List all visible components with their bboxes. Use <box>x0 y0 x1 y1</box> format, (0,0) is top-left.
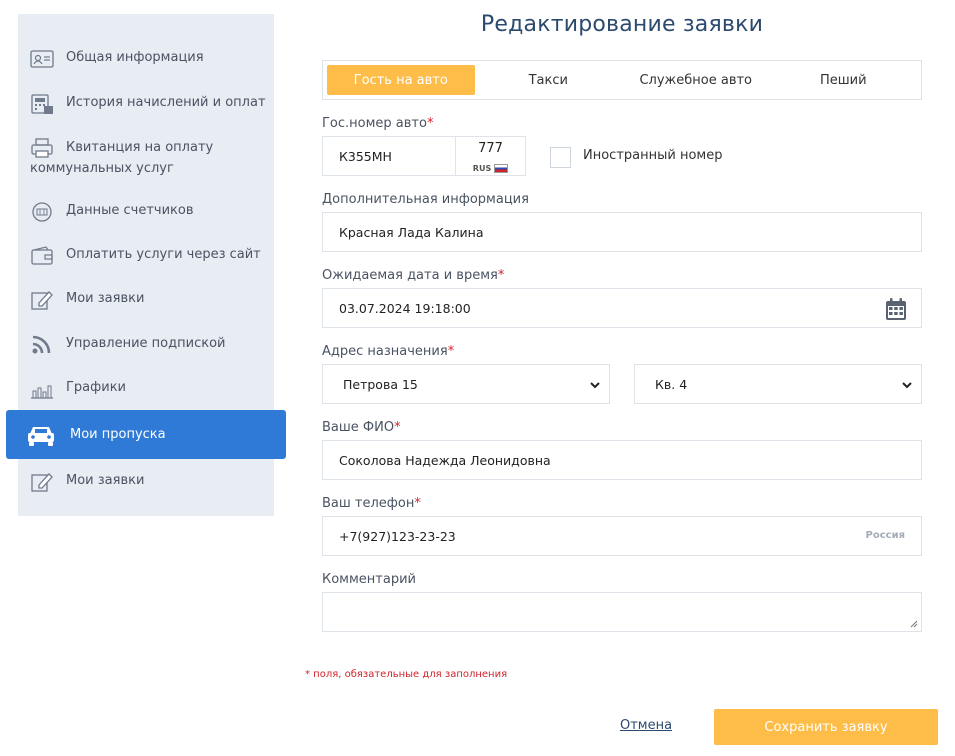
sidebar-item-label: Данные счетчиков <box>66 203 194 218</box>
sidebar-item-label: Квитанция на оплату <box>66 140 214 155</box>
plate-label <box>322 116 433 131</box>
sidebar-item-general-info[interactable] <box>18 48 274 70</box>
comment-label: Комментарий <box>322 572 416 587</box>
phone-label-text: Ваш телефон <box>322 496 415 511</box>
chevron-down-icon <box>589 379 601 391</box>
chevron-down-icon <box>901 379 913 391</box>
tab-bar <box>322 60 922 100</box>
sidebar-item-pay-online[interactable] <box>18 245 274 267</box>
save-request-button[interactable]: Сохранить заявку <box>714 709 938 745</box>
comment-textarea[interactable] <box>322 592 922 632</box>
cancel-link[interactable]: Отмена <box>620 718 673 733</box>
address-label <box>322 344 454 359</box>
sidebar-item-label: Общая информация <box>66 50 204 65</box>
phone-input[interactable] <box>322 516 922 556</box>
sidebar-item-meters[interactable] <box>18 201 274 223</box>
plate-region-value: 777 <box>478 141 503 156</box>
id-card-icon <box>30 48 54 70</box>
required-mark: * <box>426 116 434 131</box>
datetime-input[interactable] <box>322 288 922 328</box>
datetime-label <box>322 268 504 283</box>
sidebar-item-label: Управление подпиской <box>66 336 226 351</box>
sidebar-item-my-requests-2[interactable] <box>18 471 274 493</box>
printer-icon <box>30 137 54 159</box>
fio-label <box>322 420 401 435</box>
tab-pedestrian[interactable]: Пеший <box>819 72 867 88</box>
edit-icon <box>30 471 54 493</box>
tab-service-car[interactable]: Служебное авто <box>639 72 753 88</box>
calendar-icon[interactable] <box>885 297 907 321</box>
sidebar-item-subscription[interactable] <box>18 334 274 356</box>
datetime-label-text: Ожидаемая дата и время <box>322 268 498 283</box>
required-mark: * <box>497 268 505 283</box>
sidebar-item-charts[interactable] <box>18 378 274 400</box>
address-label-text: Адрес назначения <box>322 344 448 359</box>
plate-number-value: К355МН <box>339 148 392 164</box>
plate-number-input[interactable] <box>322 136 456 176</box>
additional-info-input[interactable] <box>322 212 922 252</box>
phone-country-hint: Россия <box>865 530 905 541</box>
edit-icon <box>30 289 54 311</box>
phone-value: +7(927)123-23-23 <box>339 528 456 544</box>
sidebar-item-label: Мои заявки <box>66 473 145 488</box>
foreign-plate-label: Иностранный номер <box>583 148 723 163</box>
sidebar-item-label: Графики <box>66 380 127 395</box>
plate-country <box>473 164 508 173</box>
page-title: Редактирование заявки <box>480 12 764 37</box>
required-mark: * <box>414 496 421 511</box>
resize-handle-icon[interactable] <box>910 620 918 628</box>
wallet-icon <box>30 245 54 267</box>
sidebar-item-label-cont: коммунальных услуг <box>30 161 174 176</box>
sidebar-item-label: Оплатить услуги через сайт <box>66 247 261 262</box>
calculator-icon <box>30 93 54 115</box>
required-mark: * <box>447 344 455 359</box>
sidebar-item-label: Мои заявки <box>66 291 145 306</box>
datetime-value: 03.07.2024 19:18:00 <box>339 300 471 316</box>
sidebar-item-my-requests[interactable] <box>18 289 274 311</box>
required-note: * поля, обязательные для заполнения <box>305 669 508 680</box>
address-apartment-select[interactable] <box>634 364 922 404</box>
plate-country-text: RUS <box>472 164 492 173</box>
required-mark: * <box>394 420 401 435</box>
plate-region-input[interactable] <box>455 136 526 176</box>
address-apartment-value: Кв. 4 <box>655 376 688 392</box>
fio-value: Соколова Надежда Леонидовна <box>339 452 551 468</box>
sidebar-item-my-passes[interactable] <box>6 410 286 459</box>
sidebar-item-label: История начислений и оплат <box>66 95 266 110</box>
tab-taxi[interactable]: Такси <box>528 72 568 88</box>
phone-label <box>322 496 421 511</box>
tab-guest-car[interactable]: Гость на авто <box>327 65 475 95</box>
address-street-value: Петрова 15 <box>343 376 418 392</box>
info-label: Дополнительная информация <box>322 192 529 207</box>
additional-info-value: Красная Лада Калина <box>339 224 484 240</box>
meter-icon <box>30 201 54 223</box>
russia-flag-icon <box>494 164 508 173</box>
foreign-plate-checkbox[interactable] <box>550 147 571 168</box>
sidebar-item-label: Мои пропуска <box>70 426 166 442</box>
plate-label-text: Гос.номер авто <box>322 116 427 131</box>
fio-input[interactable] <box>322 440 922 480</box>
rss-icon <box>30 334 54 356</box>
sidebar-item-receipt[interactable] <box>18 137 274 179</box>
sidebar-item-billing-history[interactable] <box>18 93 274 115</box>
address-street-select[interactable] <box>322 364 610 404</box>
fio-label-text: Ваше ФИО <box>322 420 395 435</box>
bar-chart-icon <box>30 378 54 400</box>
car-icon <box>26 423 56 447</box>
